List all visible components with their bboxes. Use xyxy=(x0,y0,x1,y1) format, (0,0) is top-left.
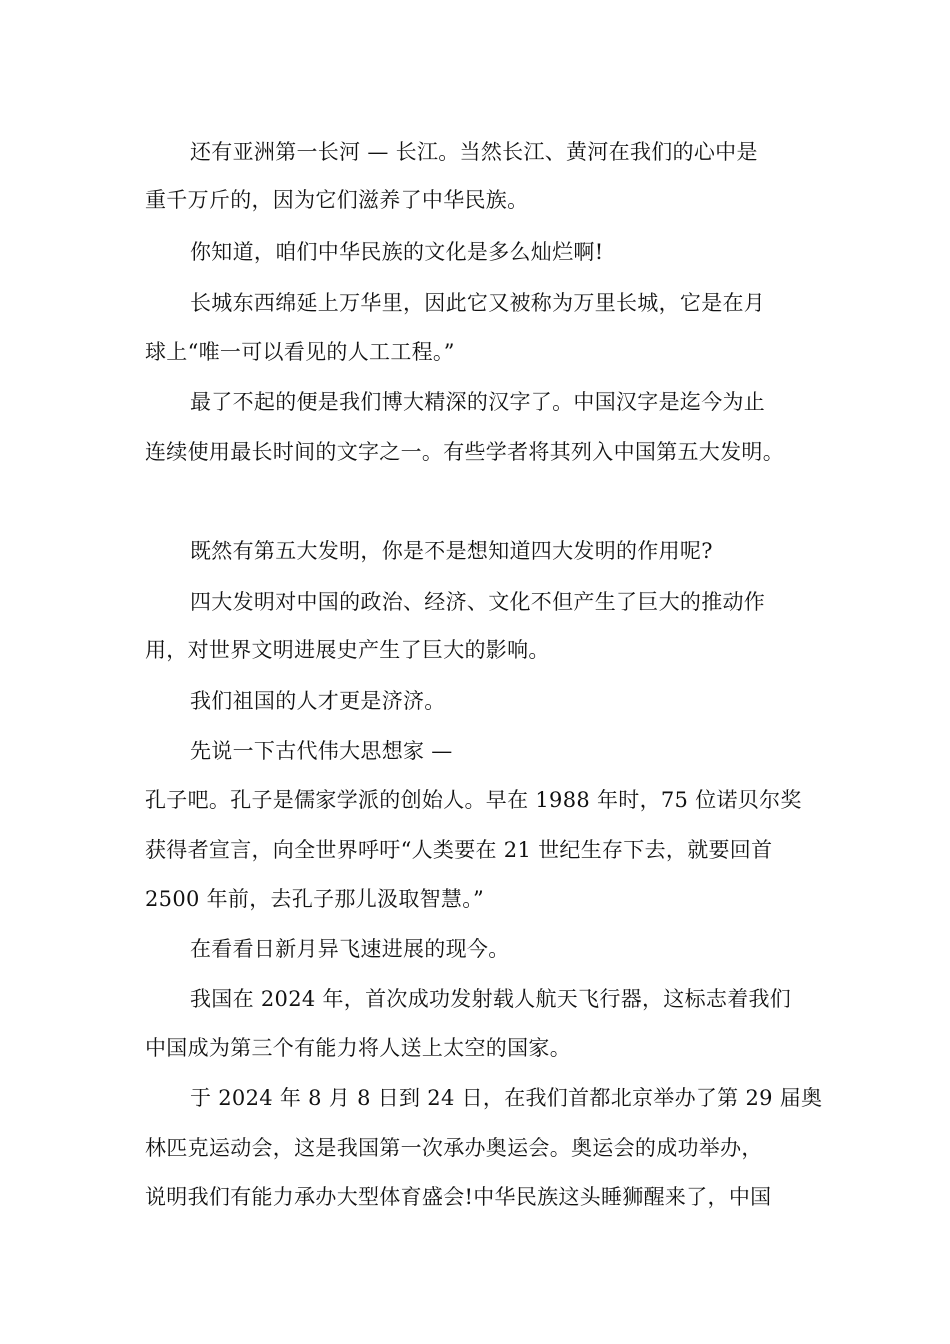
text-line: 用，对世界文明进展史产生了巨大的影响。 xyxy=(145,638,550,662)
text-line: 我们祖国的人才更是济济。 xyxy=(190,689,446,713)
text-line: 最了不起的便是我们博大精深的汉字了。中国汉字是迄今为止 xyxy=(190,390,766,414)
text-line: 球上“唯一可以看见的人工工程。” xyxy=(145,340,455,364)
text-line: 孔子吧。孔子是儒家学派的创始人。早在 1988 年时，75 位诺贝尔奖 xyxy=(145,788,802,812)
text-line: 你知道，咱们中华民族的文化是多么灿烂啊! xyxy=(190,240,604,264)
text-line: 重千万斤的，因为它们滋养了中华民族。 xyxy=(145,188,529,212)
text-line: 既然有第五大发明，你是不是想知道四大发明的作用呢? xyxy=(190,539,713,563)
text-line: 四大发明对中国的政治、经济、文化不但产生了巨大的推动作 xyxy=(190,590,766,614)
text-line: 连续使用最长时间的文字之一。有些学者将其列入中国第五大发明。 xyxy=(145,440,784,464)
text-line: 长城东西绵延上万华里，因此它又被称为万里长城，它是在月 xyxy=(190,291,766,315)
text-line: 中国成为第三个有能力将人送上太空的国家。 xyxy=(145,1036,571,1060)
text-line: 在看看日新月异飞速进展的现今。 xyxy=(190,937,510,961)
text-line: 2500 年前，去孔子那儿汲取智慧。” xyxy=(145,887,485,911)
text-line: 还有亚洲第一长河 — 长江。当然长江、黄河在我们的心中是 xyxy=(190,140,758,164)
text-line: 获得者宣言，向全世界呼吁“人类要在 21 世纪生存下去，就要回首 xyxy=(145,838,773,862)
text-line: 林匹克运动会，这是我国第一次承办奥运会。奥运会的成功举办， xyxy=(145,1136,763,1160)
text-line: 我国在 2024 年，首次成功发射载人航天飞行器，这标志着我们 xyxy=(190,987,792,1011)
text-line: 先说一下古代伟大思想家 — xyxy=(190,739,453,763)
text-line: 于 2024 年 8 月 8 日到 24 日，在我们首都北京举办了第 29 届奥 xyxy=(190,1086,823,1110)
text-line: 说明我们有能力承办大型体育盛会!中华民族这头睡狮醒来了，中国 xyxy=(145,1185,772,1209)
